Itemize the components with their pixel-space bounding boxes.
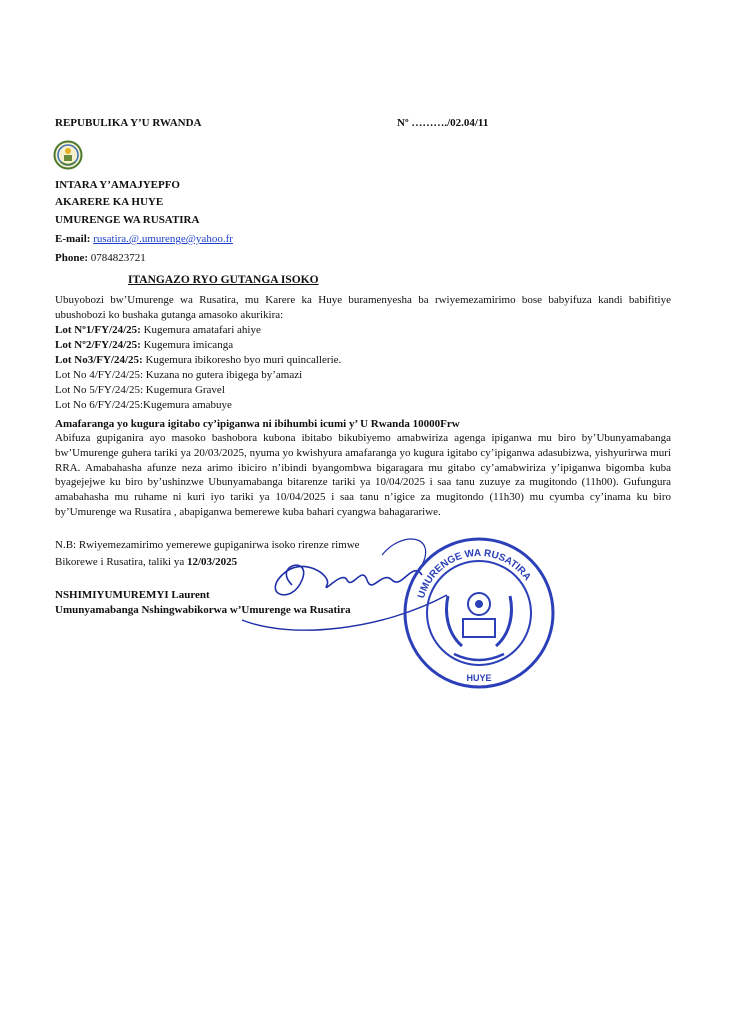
signatory-name: NSHIMIYUMUREMYI Laurent: [55, 589, 210, 601]
lot-item: Lot No 4/FY/24/25: Kuzana no gutera ibigega by’amazi: [55, 368, 303, 381]
lot-item: Lot No 5/FY/24/25: Kugemura Gravel: [55, 383, 225, 396]
sector-line: UMURENGE WA RUSATIRA: [55, 214, 200, 226]
lot-item: Lot Nº1/FY/24/25: Kugemura amatafari ahiye: [55, 324, 261, 336]
seal-inner-text: HUYE: [466, 673, 492, 683]
note-line: N.B: Rwiyemezamirimo yemerewe gupiganirwa isoko rirenze rimwe: [55, 539, 360, 551]
lot-item: Lot Nº2/FY/24/25: Kugemura imicanga: [55, 338, 234, 351]
email-line: [55, 232, 233, 246]
province-line: INTARA Y’AMAJYEPFO: [55, 179, 180, 191]
lot-item: Lot No3/FY/24/25: Kugemura ibikoresho byo muri quincallerie.: [55, 353, 342, 366]
place-date-line: [55, 555, 237, 569]
instructions-paragraph: Abifuza gupiganira ayo masoko bashobora kubona ibitabo bikubiyemo amabwiriza agenga ipiganwa mu biro by’Ubunyamabanga bw’Umurenge guhera tariki ya 20/03/2025, nyuma yo kwishyura amafaranga yo kugura igitabo cy’ipiganwa adasubizwa, yishyurirwa muri RRA. Amabahasha afunze neza arimo ibiciro n’ibindi byangombwa bigaragara mu gitabo cy’amabwiriza y’ipiganwa bigomba kuba byagejejwe ku biro by’ushinzwe Ubunyamabanga bitarenze tariki ya 10/04/2025 i saa tanu zuzuye za mugitondo (11h00). Gufungura amabahasha mu ruhame ni kuri iyo tariki ya 10/04/2025 i saa tanu n’igice za mugitondo (11h30) mu cyumba cy’inama ku biro by’Umurenge wa Rusatira , abapiganwa bemerewe kuba bahari cyangwa bahagarariwe.: [55, 432, 671, 518]
signatory-title: Umunyamabanga Nshingwabikorwa w’Umurenge wa Rusatira: [55, 604, 351, 616]
lots-list: [55, 323, 341, 412]
reference-number: Nº ………./02.04/11: [397, 117, 489, 129]
lot-item: Lot No 6/FY/24/25:Kugemura amabuye: [55, 398, 232, 411]
intro-paragraph: Ubuyobozi bw’Umurenge wa Rusatira, mu Karere ka Huye buramenyesha ba rwiyemezamirimo bose babyifuza kandi babifitiye ubushobozi ko bushaka gutanga amasoko akurikira:: [55, 294, 671, 321]
place-date-prefix: Bikorewe i Rusatira, taliki ya: [55, 556, 187, 568]
email-label: E-mail:: [55, 233, 91, 245]
phone-line: [55, 251, 146, 265]
rwanda-coat-of-arms-icon: [53, 140, 83, 170]
district-line: AKARERE KA HUYE: [55, 196, 164, 208]
bid-fee-line: Amafaranga yo kugura igitabo cy’ipiganwa ni ibihumbi icumi y’ U Rwanda 10000Frw: [55, 418, 460, 430]
seal-text: UMURENGE WA RUSATIRA: [416, 547, 533, 600]
email-link[interactable]: rusatira.@.umurenge@yahoo.fr: [93, 233, 233, 245]
official-seal-icon: [400, 534, 558, 692]
phone-label: Phone:: [55, 252, 88, 264]
place-date-value: 12/03/2025: [186, 556, 238, 568]
republic-heading: REPUBULIKA Y’U RWANDA: [55, 117, 202, 129]
notice-title: ITANGAZO RYO GUTANGA ISOKO: [128, 274, 319, 286]
phone-value: 0784823721: [90, 252, 146, 264]
